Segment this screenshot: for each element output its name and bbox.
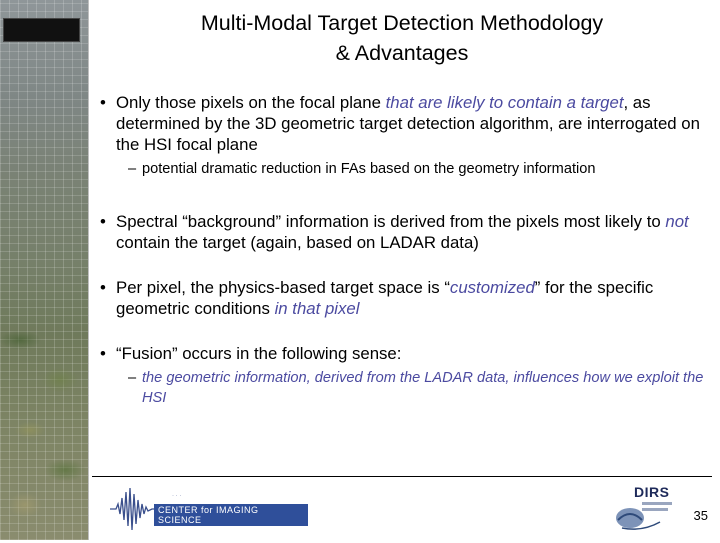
slide-body [100, 92, 712, 408]
sub-bullet-item [100, 368, 712, 408]
bullet-item [100, 277, 712, 319]
sub-bullet-item [100, 159, 712, 179]
bullet-text: Only those pixels on the focal plane [116, 93, 386, 112]
aerial-strip-border [88, 0, 89, 540]
highlighted-text: in that pixel [274, 299, 360, 318]
aerial-photo-label-box [3, 18, 80, 42]
cis-logo [108, 484, 308, 534]
bullet-dot: • [100, 278, 106, 297]
slide-title-line-2: & Advantages [335, 41, 469, 65]
bullet-text: Per pixel, the physics-based target space is “ [116, 278, 450, 297]
bullet-dot: • [100, 212, 106, 231]
highlighted-text: that are likely to contain a target [385, 93, 624, 112]
bullet-item [100, 211, 712, 253]
dirs-logo [612, 480, 676, 538]
footer-divider [92, 476, 712, 477]
highlighted-text: customized [449, 278, 535, 297]
bullet-text: ” for the specific geometric conditions [116, 278, 654, 318]
bullet-dot: • [100, 344, 106, 363]
sub-bullet-dash: – [128, 161, 137, 177]
slide-title [92, 8, 712, 68]
bullet-text: “Fusion” occurs in the following sense: [116, 344, 402, 363]
sub-bullet-text: potential dramatic reduction in FAs based on the geometry information [142, 161, 596, 177]
sub-bullet-dash: – [128, 370, 137, 386]
page-number: 35 [693, 508, 708, 523]
bullet-text: contain the target (again, based on LADAR data) [116, 233, 479, 252]
slide-title-line-1: Multi-Modal Target Detection Methodology [200, 11, 604, 35]
bullet-text: , as determined by the 3D geometric target detection algorithm, are interrogated on the HSI focal plane [116, 93, 700, 154]
aerial-photo-strip [0, 0, 88, 540]
bullet-item [100, 92, 712, 155]
highlighted-text: the geometric information, derived from the LADAR data, influences how we exploit the HSI [142, 370, 704, 406]
dirs-logo-text: DIRS [634, 484, 670, 500]
cis-logo-small-text: · · · [172, 493, 182, 499]
bullet-item [100, 343, 712, 364]
cis-logo-text: CENTER for IMAGING SCIENCE [154, 504, 308, 526]
highlighted-text: not [665, 212, 689, 231]
bullet-text: Spectral “background” information is derived from the pixels most likely to [116, 212, 666, 231]
bullet-dot: • [100, 93, 106, 112]
